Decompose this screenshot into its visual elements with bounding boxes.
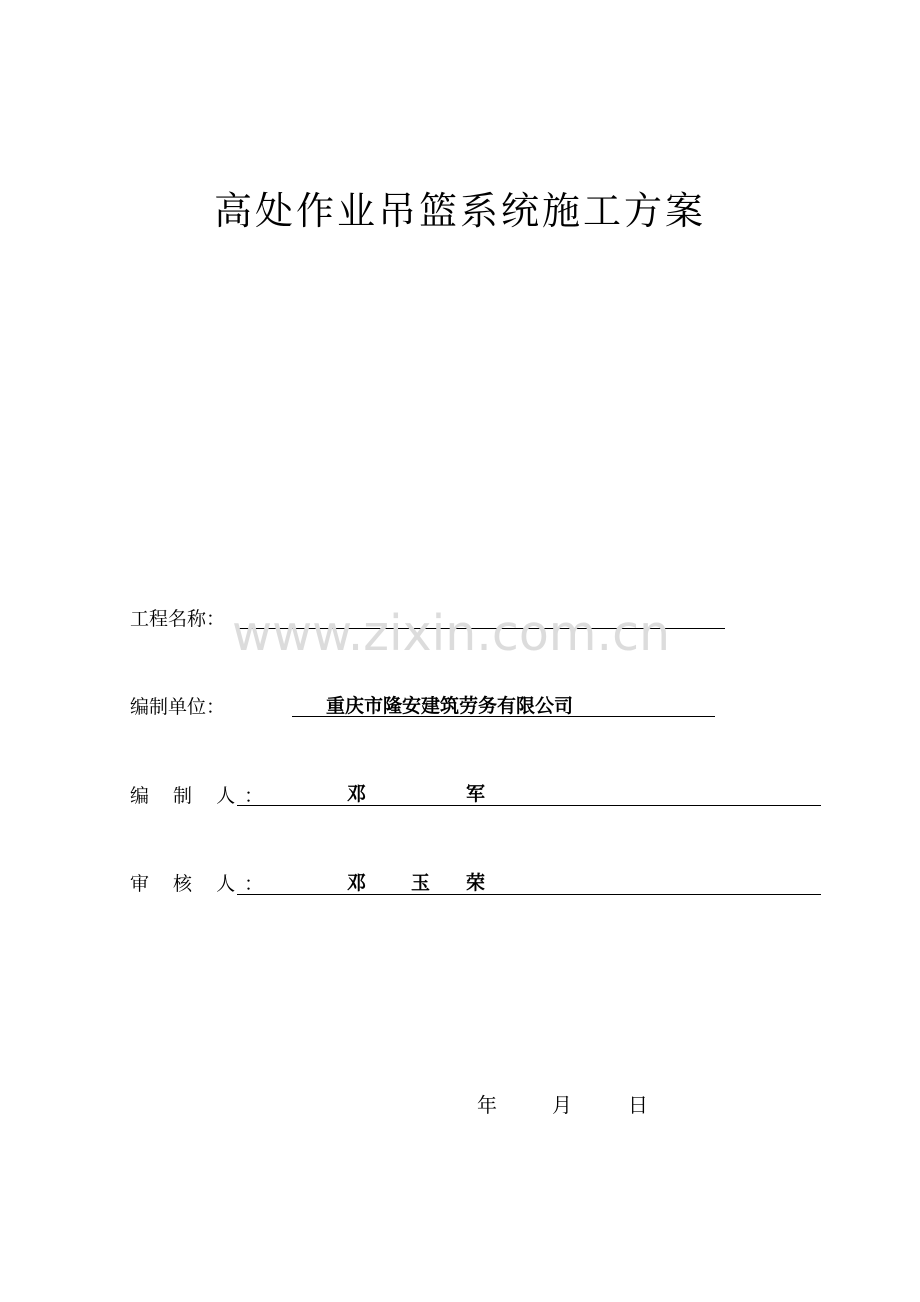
date-year-label: 年 (477, 1093, 497, 1117)
watermark: www.zixin.com.cn (232, 605, 671, 662)
date-month-label: 月 (552, 1093, 572, 1117)
reviewer-underline (237, 894, 821, 895)
compiler-name-part1: 邓 (347, 783, 367, 805)
reviewer-label: 审 核 人： (130, 873, 273, 895)
compiler-underline (237, 805, 821, 806)
date-day-label: 日 (628, 1093, 648, 1117)
project-name-underline (237, 628, 725, 629)
reviewer-name-part3: 荣 (466, 872, 486, 894)
compiler-label: 编 制 人： (130, 785, 273, 807)
compiler-unit-value: 重庆市隆安建筑劳务有限公司 (326, 695, 574, 717)
reviewer-name-part2: 玉 (411, 872, 431, 894)
project-name-label: 工程名称： (130, 608, 226, 630)
document-title: 高处作业吊篮系统施工方案 (213, 189, 706, 233)
compiler-unit-label: 编制单位： (130, 696, 226, 718)
compiler-name-part2: 军 (466, 783, 486, 805)
reviewer-name-part1: 邓 (347, 872, 367, 894)
